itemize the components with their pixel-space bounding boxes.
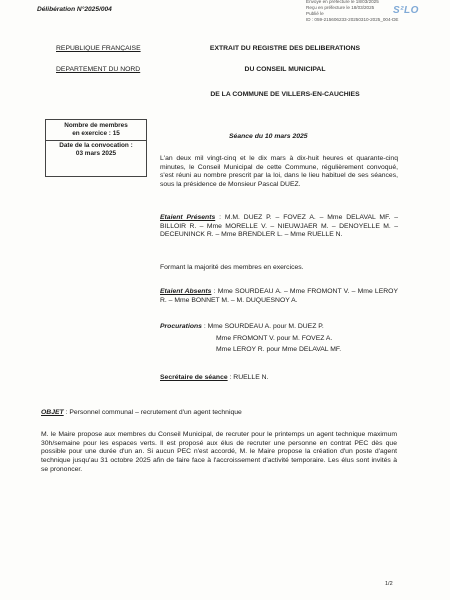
body-paragraph: M. le Maire propose aux membres du Conseil Municipal, de recruter pour le printemps un agent technique maximum 30h/semaine pour les espaces verts. Il est proposé aux élus de recruter une personne en contrat PEC dès que possible pour une durée d'un an. Si aucun PEC n'est accordé, M. le Maire propose la création d'un poste d'agent technique jusqu'au 31 octobre 2025 afin de faire face à l'accroissement d'activité temporaire. Les élus sont invités à se prononcer. (41, 431, 397, 473)
stamp-line-3: Publié le (306, 10, 324, 16)
secretaire-block (160, 374, 268, 383)
members-box (45, 119, 147, 177)
members-label: Nombre de membres (64, 122, 128, 129)
title-line-2: DU CONSEIL MUNICIPAL (244, 66, 326, 73)
stamp-line-4: ID : 059-215606233-20250310-2025_004-DE (306, 16, 399, 22)
seance-date: Séance du 10 mars 2025 (229, 133, 308, 140)
members-count: en exercice : 15 (72, 130, 120, 138)
departement-label: DEPARTEMENT DU NORD (56, 66, 141, 73)
majorite-text: Formant la majorité des membres en exercices. (160, 264, 304, 271)
secretaire-label: Secrétaire de séance (160, 374, 228, 381)
absents-text: : Mme SOURDEAU A. – Mme FROMONT V. – Mme LEROY R. – Mme BONNET M. – M. DUQUESNOY A. (160, 288, 398, 304)
title-line-1: EXTRAIT DU REGISTRE DES DELIBERATIONS (209, 45, 361, 52)
absents-block (160, 288, 398, 305)
stamp-line-2: Reçu en préfecture le 18/03/2025 (306, 4, 375, 10)
presents-block (160, 214, 398, 240)
presents-text: : M.M. DUEZ P. – FOVEZ A. – Mme DELAVAL MF. – BILLOIR R. – Mme MORELLE V. – NIEUWJAER M. – DENOYELLE M. – DECEUNINCK R. – Mme BRENDLER L. – Mme RUELLE N. (160, 214, 398, 239)
title-line-3: DE LA COMMUNE DE VILLERS-EN-CAUCHIES (210, 91, 360, 98)
procurations-block (160, 323, 398, 355)
stamp-line-1: Envoyé en préfecture le 18/03/2025 (306, 0, 379, 4)
convocation-date: 03 mars 2025 (75, 149, 117, 157)
absents-label: Etaient Absents (160, 288, 212, 295)
procuration-line-1: : Mme SOURDEAU A. pour M. DUEZ P. (201, 323, 324, 330)
page-number: 1/2 (385, 581, 393, 587)
prefecture-stamp (306, 0, 446, 23)
convocation-label: Date de la convocation : (46, 140, 146, 150)
objet-text: : Personnel communal – recrutement d'un agent technique (63, 409, 242, 416)
presents-label: Etaient Présents (160, 214, 216, 221)
deliberation-ref: Délibération N°2025/004 (37, 6, 112, 13)
secretaire-text: : RUELLE N. (227, 374, 269, 381)
s2lo-logo: S²LO (393, 5, 419, 16)
procuration-line-2: Mme FROMONT V. pour M. FOVEZ A. (216, 334, 333, 342)
intro-paragraph: L'an deux mil vingt-cinq et le dix mars à dix-huit heures et quarante-cinq minutes, le Conseil Municipal de cette Commune, régulièrement convoqué, s'est réuni au nombre prescrit par la loi, dans le lieu habituel de ses séances, sous la présidence de Monsieur Pascal DUEZ. (160, 155, 398, 189)
objet-label: OBJET (41, 409, 64, 416)
procuration-line-3: Mme LEROY R. pour Mme DELAVAL MF. (216, 346, 342, 354)
objet-block (41, 409, 242, 418)
republique-label: REPUBLIQUE FRANÇAISE (56, 45, 141, 52)
procurations-label: Procurations (160, 323, 202, 330)
